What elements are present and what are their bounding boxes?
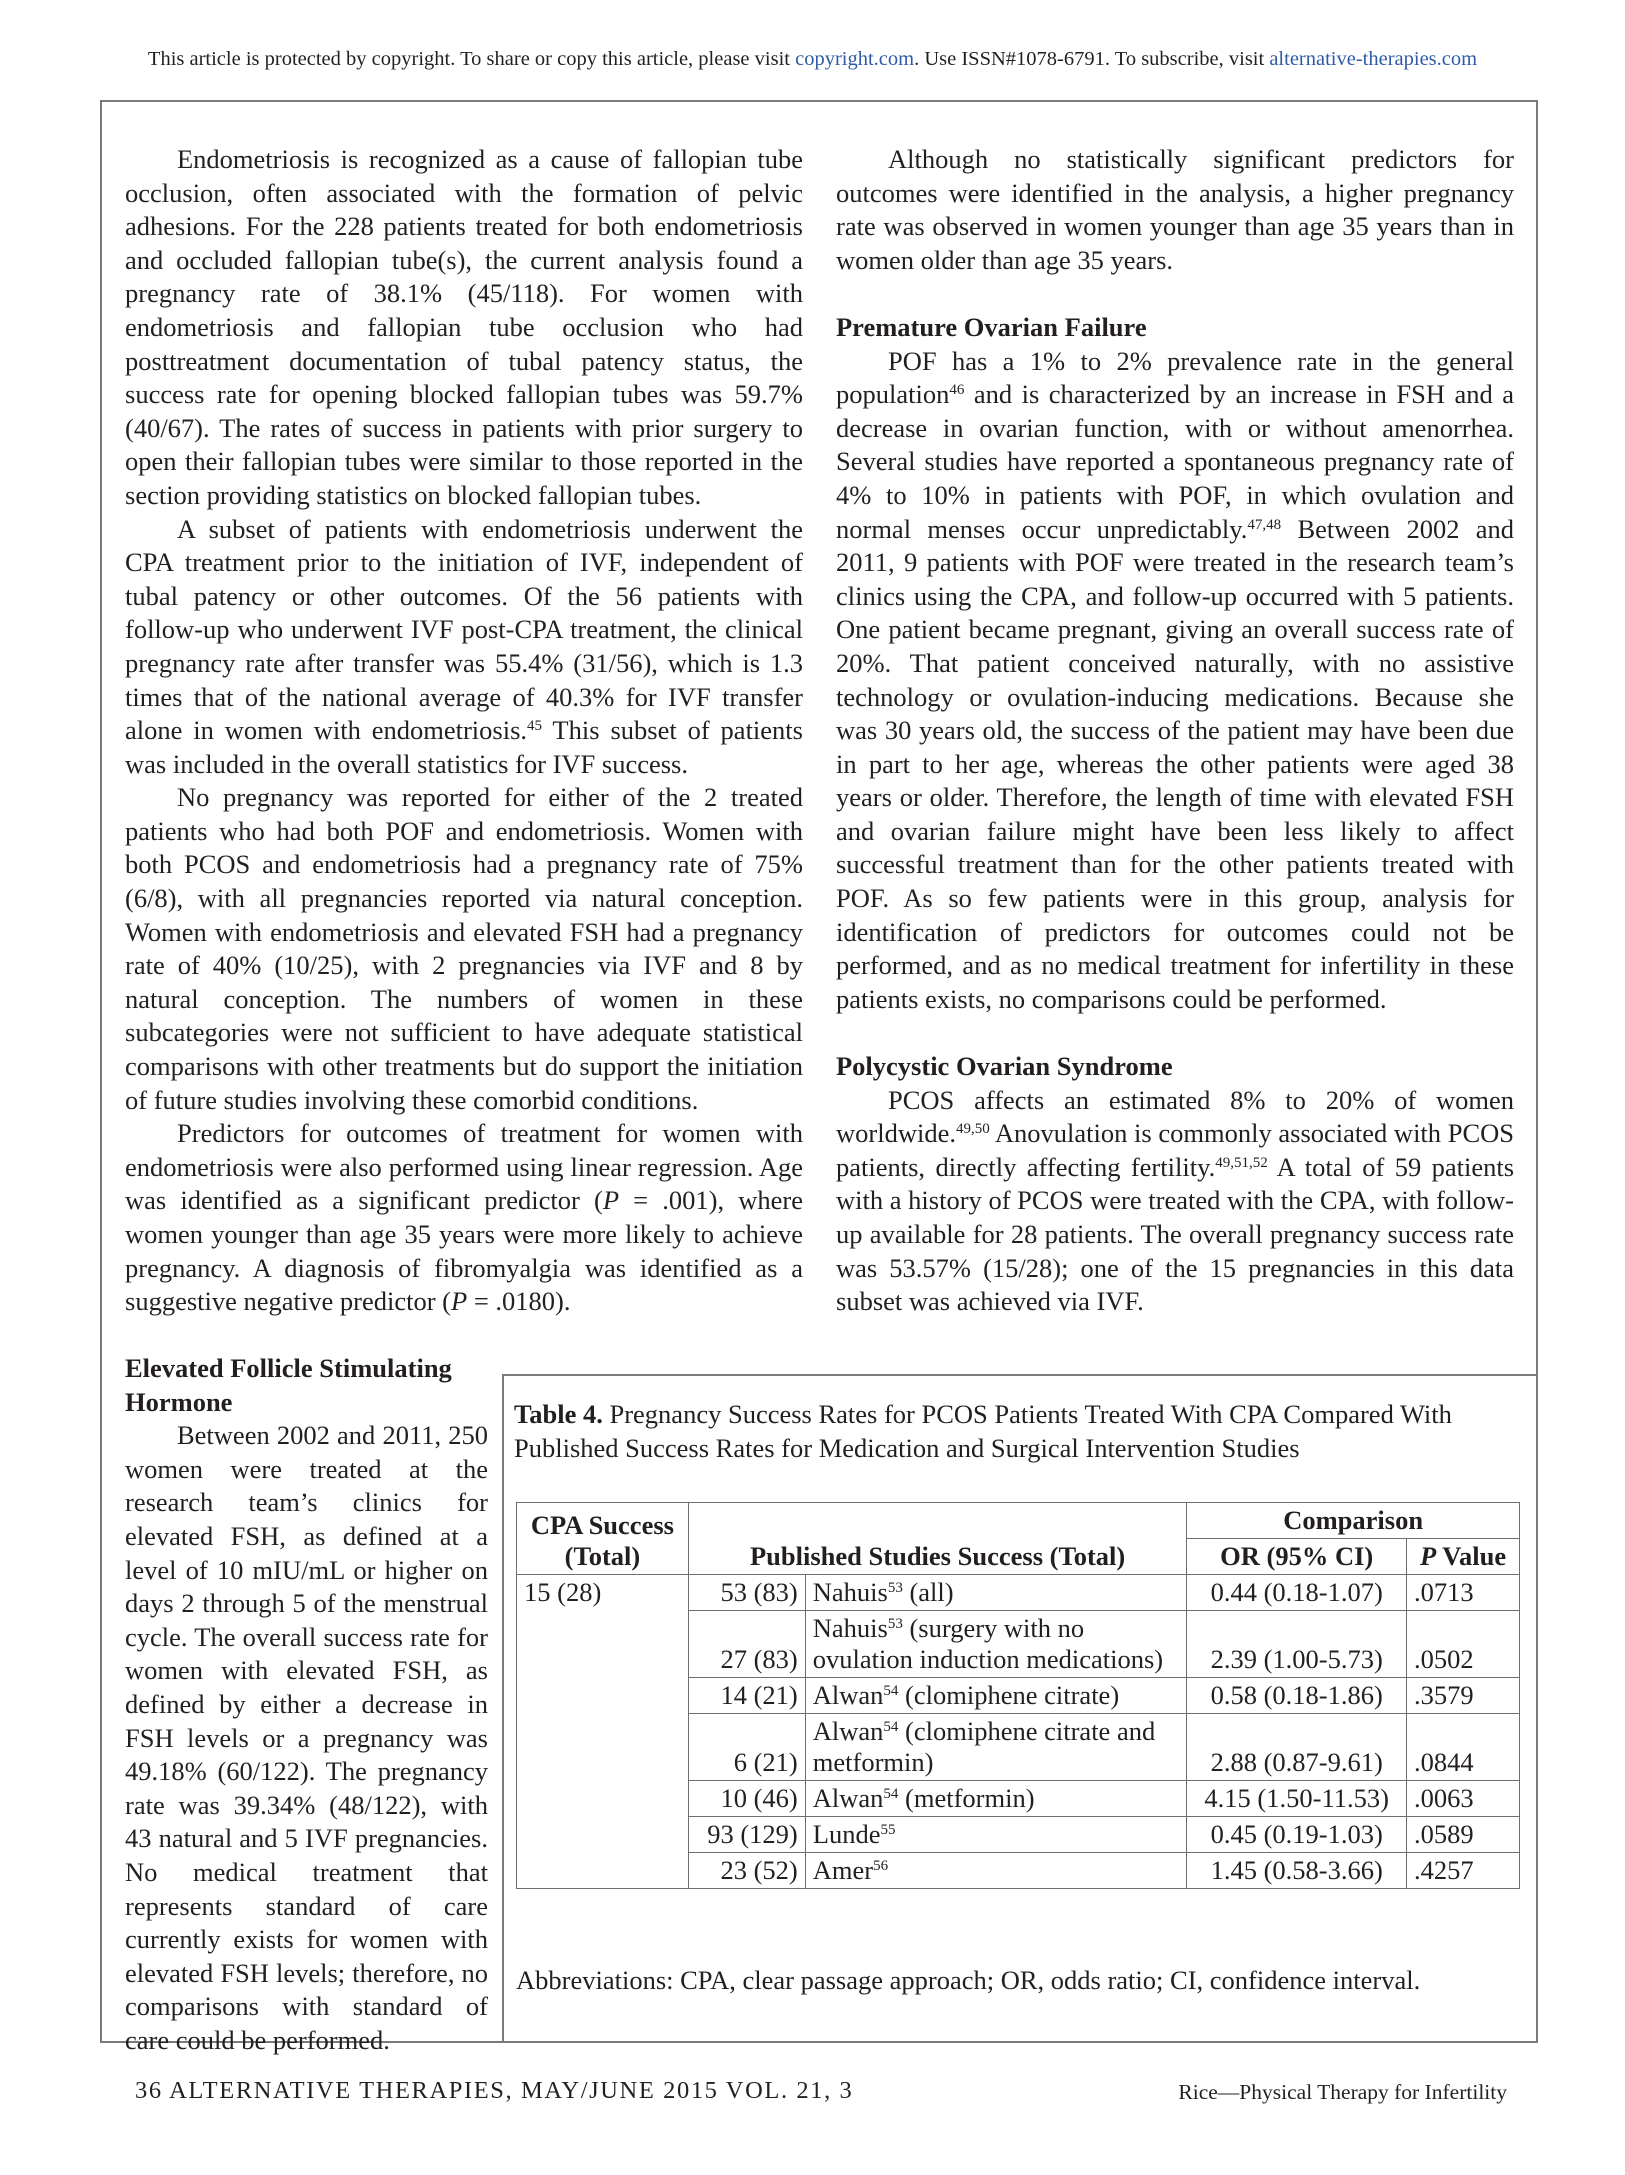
copyright-notice xyxy=(0,48,1625,71)
section-heading-fsh: Elevated Follicle Stimulating Hormone xyxy=(125,1353,452,1417)
reference-superscript: 49,51,52 xyxy=(1215,1154,1268,1171)
study-detail: (all) xyxy=(902,1577,954,1607)
study-author: Lunde xyxy=(812,1819,881,1849)
header-published-studies: Published Studies Success (Total) xyxy=(688,1503,1186,1575)
study-author: Alwan xyxy=(812,1783,884,1813)
p-value-cell: .0589 xyxy=(1407,1817,1520,1853)
paragraph-pof xyxy=(836,345,1514,1017)
reference-superscript: 54 xyxy=(883,1786,899,1802)
copyright-link[interactable]: copyright.com xyxy=(795,48,915,70)
header-p-value: P Value xyxy=(1407,1539,1520,1575)
table-abbreviations: Abbreviations: CPA, clear passage approach; OR, odds ratio; CI, confidence interval. xyxy=(516,1965,1421,1995)
reference-superscript: 46 xyxy=(949,382,965,399)
p-value-cell: .0844 xyxy=(1407,1714,1520,1781)
study-cell xyxy=(805,1714,1187,1781)
study-detail: (clomiphene citrate and metformin) xyxy=(812,1716,1156,1777)
paragraph-text: A total of 59 patients with a history of PCOS were treated with the CPA, with follow-up available for 28 patients. The overall pregnancy success rate was 53.57% (15/28); one of the 15 pregnancies in this data subset was achieved via IVF. xyxy=(836,1151,1515,1317)
paragraph-ivf-subset xyxy=(125,513,803,782)
header-or: OR (95% CI) xyxy=(1187,1539,1407,1575)
reference-superscript: 45 xyxy=(527,718,543,735)
study-cell xyxy=(805,1611,1187,1678)
published-success-cell: 23 (52) xyxy=(688,1853,805,1889)
reference-superscript: 47,48 xyxy=(1247,516,1282,533)
p-value-cell: .0713 xyxy=(1407,1575,1520,1611)
odds-ratio-cell: 2.88 (0.87-9.61) xyxy=(1187,1714,1407,1781)
table-header-row xyxy=(517,1503,1520,1539)
study-author: Alwan xyxy=(812,1680,884,1710)
copyright-text-1: This article is protected by copyright. To share or copy this article, please visit xyxy=(147,48,796,70)
table-row xyxy=(517,1575,1520,1611)
table-label: Table 4. xyxy=(514,1399,603,1429)
paragraph-text: POF has a 1% to 2% prevalence rate in the general population xyxy=(836,345,1514,410)
header-cpa-success: CPA Success (Total) xyxy=(517,1503,689,1575)
published-success-cell: 53 (83) xyxy=(688,1575,805,1611)
odds-ratio-cell: 2.39 (1.00-5.73) xyxy=(1187,1611,1407,1678)
study-cell xyxy=(805,1817,1187,1853)
paragraph-comorbid: No pregnancy was reported for either of the 2 treated patients who had both POF and endometriosis. Women with both PCOS and endometriosis had a pregnancy rate of 75% (6/8), with all pregnancies reported via natural conception. Women with endometriosis and elevated FSH had a pregnancy rate of 40% (10/25), with 2 pregnancies via IVF and 8 by natural conception. The numbers of women in these subcategories were not sufficient to have adequate statistical comparisons with other treatments but do support the initiation of future studies involving these comorbid conditions. xyxy=(125,782,803,1115)
reference-superscript: 53 xyxy=(887,1616,903,1632)
paragraph-text: Between 2002 and 2011, 9 patients with POF were treated in the research team’s clinics using the CPA, and follow-up occurred with 5 patients. One patient became pregnant, giving an overall success rate of 20%. That patient conceived naturally, with no assistive technology or ovulation-inducing medications. Because she was 30 years old, the success of the patient may have been due in part to her age, whereas the other patients were aged 38 years or older. Therefore, the length of time with elevated FSH and ovarian failure might have been less likely to affect successful treatment than for the other patients treated with POF. As so few patients were in this group, analysis for identification of predictors for outcomes could not be performed, and as no medical treatment for infertility in these patients exists, no comparisons could be performed. xyxy=(836,513,1514,1014)
reference-superscript: 49,50 xyxy=(955,1121,990,1138)
study-author: Amer xyxy=(812,1855,874,1885)
paragraph-age-outcome: Although no statistically significant predictors for outcomes were identified in the analysis, a higher pregnancy rate was observed in women younger than age 35 years than in women older than age 35 years. xyxy=(836,144,1514,275)
study-cell xyxy=(805,1781,1187,1817)
footer-journal: 36 ALTERNATIVE THERAPIES, MAY/JUNE 2015 VOL. 21, 3 xyxy=(135,2077,854,2104)
p-value-cell: .3579 xyxy=(1407,1678,1520,1714)
right-column xyxy=(836,143,1514,1319)
paragraph-predictors: Predictors for outcomes of treatment for women with endometriosis were also performed using linear regression. Age was identified as a significant predictor (P = .001), where women younger than age 35 years were more likely to achieve pregnancy. A diagnosis of fibromyalgia was identified as a suggestive negative predictor (P = .0180). xyxy=(125,1118,803,1317)
odds-ratio-cell: 0.45 (0.19-1.03) xyxy=(1187,1817,1407,1853)
paragraph-text: Anovulation is commonly associated with PCOS patients, directly affecting fertility. xyxy=(836,1118,1514,1182)
footer-running-title: Rice—Physical Therapy for Infertility xyxy=(1178,2080,1507,2104)
section-heading-pcos: Polycystic Ovarian Syndrome xyxy=(836,1051,1173,1082)
odds-ratio-cell: 0.58 (0.18-1.86) xyxy=(1187,1678,1407,1714)
study-author: Alwan xyxy=(812,1716,884,1746)
study-author: Nahuis xyxy=(812,1613,888,1643)
paragraph-fsh: Between 2002 and 2011, 250 women were treated at the research team’s clinics for elevated FSH, as defined at a level of 10 mIU/mL or higher on days 2 through 5 of the menstrual cycle. The overall success rate for women with elevated FSH, as defined by either a decrease in FSH levels or a pregnancy was 49.18% (60/122). The pregnancy rate was 39.34% (48/122), with 43 natural and 5 IVF pregnancies. No medical treatment that represents standard of care currently exists for women with elevated FSH levels; therefore, no comparisons with standard of care could be performed. xyxy=(125,1420,488,2055)
published-success-cell: 14 (21) xyxy=(688,1678,805,1714)
reference-superscript: 54 xyxy=(883,1719,899,1735)
odds-ratio-cell: 4.15 (1.50-11.53) xyxy=(1187,1781,1407,1817)
odds-ratio-cell: 0.44 (0.18-1.07) xyxy=(1187,1575,1407,1611)
study-detail: (clomiphene citrate) xyxy=(898,1680,1120,1710)
study-detail: (surgery with no ovulation induction medications) xyxy=(812,1613,1164,1674)
paragraph-text: A subset of patients with endometriosis underwent the CPA treatment prior to the initiation of IVF, independent of tubal patency or other outcomes. Of the 56 patients with follow-up who underwent IVF post-CPA treatment, the clinical pregnancy rate after transfer was 55.4% (31/56), which is 1.3 times that of the national average of 40.3% for IVF transfer alone in women with endometriosis. xyxy=(125,513,803,746)
published-success-cell: 27 (83) xyxy=(688,1611,805,1678)
reference-superscript: 55 xyxy=(880,1822,896,1838)
results-table xyxy=(516,1502,1520,1889)
published-success-cell: 6 (21) xyxy=(688,1714,805,1781)
section-heading-pof: Premature Ovarian Failure xyxy=(836,311,1147,342)
left-column xyxy=(125,143,803,1319)
study-author: Nahuis xyxy=(812,1577,888,1607)
p-value-cell: .0063 xyxy=(1407,1781,1520,1817)
p-value-cell: .0502 xyxy=(1407,1611,1520,1678)
odds-ratio-cell: 1.45 (0.58-3.66) xyxy=(1187,1853,1407,1889)
fsh-section xyxy=(125,1352,488,2057)
subscribe-link[interactable]: alternative-therapies.com xyxy=(1269,48,1478,70)
paragraph-text: and is characterized by an increase in FSH and a decrease in ovarian function, with or without amenorrhea. Several studies have reported a spontaneous pregnancy rate of 4% to 10% in patients with POF, in which ovulation and normal menses occur unpredictably. xyxy=(836,379,1514,544)
paragraph-endometriosis-occlusion: Endometriosis is recognized as a cause of fallopian tube occlusion, often associated with the formation of pelvic adhesions. For the 228 patients treated for both endometriosis and occluded fallopian tube(s), the current analysis found a pregnancy rate of 38.1% (45/118). For women with endometriosis and fallopian tube occlusion who had posttreatment documentation of tubal patency status, the success rate for opening blocked fallopian tubes was 59.7% (40/67). The rates of success in patients with prior surgery to open their fallopian tubes were similar to those reported in the section providing statistics on blocked fallopian tubes. xyxy=(125,144,803,510)
paragraph-text: This subset of patients was included in the overall statistics for IVF success. xyxy=(125,715,803,779)
p-value-cell: .4257 xyxy=(1407,1853,1520,1889)
study-cell xyxy=(805,1853,1187,1889)
study-cell xyxy=(805,1575,1187,1611)
published-success-cell: 10 (46) xyxy=(688,1781,805,1817)
paragraph-pcos xyxy=(836,1084,1514,1319)
reference-superscript: 56 xyxy=(873,1858,889,1874)
study-cell xyxy=(805,1678,1187,1714)
cpa-success-cell: 15 (28) xyxy=(517,1575,689,1889)
reference-superscript: 54 xyxy=(883,1683,899,1699)
reference-superscript: 53 xyxy=(887,1580,903,1596)
copyright-text-2: . Use ISSN#1078-6791. To subscribe, visit xyxy=(914,48,1270,70)
header-comparison: Comparison xyxy=(1187,1503,1520,1539)
study-detail: (metformin) xyxy=(898,1783,1035,1813)
published-success-cell: 93 (129) xyxy=(688,1817,805,1853)
paragraph-text: PCOS affects an estimated 8% to 20% of women worldwide. xyxy=(836,1084,1514,1149)
table-title: Pregnancy Success Rates for PCOS Patients Treated With CPA Compared With Published Success Rates for Medication and Surgical Intervention Studies xyxy=(514,1399,1452,1463)
table-caption xyxy=(514,1398,1524,1465)
